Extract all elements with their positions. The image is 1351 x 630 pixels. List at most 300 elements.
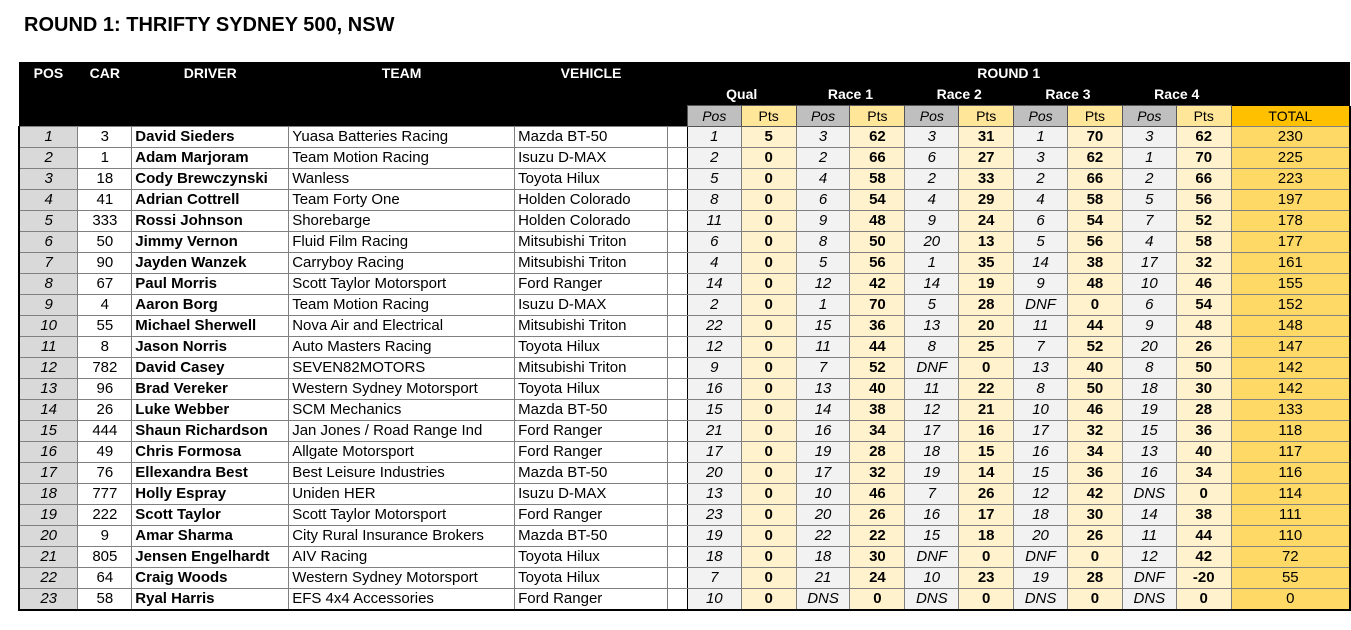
total-cell: 142 [1231,358,1350,379]
car-cell: 41 [78,190,132,211]
race3-pts-cell: 42 [1068,484,1123,505]
qual-pos-cell: 21 [687,421,741,442]
total-cell: 197 [1231,190,1350,211]
car-cell: 26 [78,400,132,421]
total-cell: 111 [1231,505,1350,526]
driver-cell: Chris Formosa [132,442,289,463]
race2-pos-cell: 14 [905,274,959,295]
spacer-cell [667,400,687,421]
race2-pos-cell: 18 [905,442,959,463]
driver-cell: David Casey [132,358,289,379]
driver-cell: Holly Espray [132,484,289,505]
team-cell: Wanless [289,169,515,190]
qual-pts-cell: 0 [741,274,796,295]
race4-pos-cell: 10 [1122,274,1176,295]
race1-pos-header: Pos [796,106,850,127]
table-row [19,421,1350,442]
pos-cell: 11 [19,337,78,358]
pos-cell: 21 [19,547,78,568]
race4-pos-cell: DNS [1122,589,1176,611]
spacer-cell [667,547,687,568]
spacer-cell [667,484,687,505]
race1-pos-cell: 14 [796,400,850,421]
race2-pos-cell: 19 [905,463,959,484]
vehicle-cell: Holden Colorado [515,190,668,211]
race1-pos-cell: 6 [796,190,850,211]
car-cell: 222 [78,505,132,526]
driver-cell: Aaron Borg [132,295,289,316]
qual-pos-cell: 9 [687,358,741,379]
table-row [19,211,1350,232]
total-cell: 72 [1231,547,1350,568]
race2-pts-cell: 16 [959,421,1014,442]
race1-pos-cell: 11 [796,337,850,358]
vehicle-cell: Isuzu D-MAX [515,295,668,316]
race3-pts-cell: 40 [1068,358,1123,379]
race1-pts-cell: 30 [850,547,905,568]
col-header-car: CAR [78,62,132,84]
race3-pts-cell: 54 [1068,211,1123,232]
team-cell: Western Sydney Motorsport [289,379,515,400]
team-cell: AIV Racing [289,547,515,568]
total-cell: 110 [1231,526,1350,547]
qual-pts-cell: 5 [741,127,796,148]
car-cell: 782 [78,358,132,379]
table-row [19,232,1350,253]
race3-pts-cell: 56 [1068,232,1123,253]
race1-pts-cell: 36 [850,316,905,337]
race2-pos-header: Pos [905,106,959,127]
race4-pos-cell: 20 [1122,337,1176,358]
spacer-cell [667,505,687,526]
table-row [19,442,1350,463]
total-cell: 55 [1231,568,1350,589]
qual-pos-cell: 7 [687,568,741,589]
race4-pos-cell: 13 [1122,442,1176,463]
qual-pos-cell: 15 [687,400,741,421]
qual-pts-cell: 0 [741,589,796,611]
pos-cell: 8 [19,274,78,295]
race2-pts-cell: 25 [959,337,1014,358]
vehicle-cell: Toyota Hilux [515,568,668,589]
race3-pts-cell: 58 [1068,190,1123,211]
table-row [19,505,1350,526]
car-cell: 444 [78,421,132,442]
results-table-wrapper [18,62,1351,611]
table-row [19,274,1350,295]
pos-cell: 12 [19,358,78,379]
race4-pts-cell: 54 [1176,295,1231,316]
vehicle-cell: Mitsubishi Triton [515,358,668,379]
race1-pts-cell: 52 [850,358,905,379]
qual-pts-cell: 0 [741,463,796,484]
team-cell: Team Forty One [289,190,515,211]
race4-pos-cell: 8 [1122,358,1176,379]
race2-pts-header: Pts [959,106,1014,127]
qual-pos-cell: 12 [687,337,741,358]
race1-pos-cell: 15 [796,316,850,337]
table-row [19,295,1350,316]
pos-cell: 10 [19,316,78,337]
qual-pos-cell: 2 [687,295,741,316]
col-header-vehicle: VEHICLE [515,62,668,84]
vehicle-cell: Isuzu D-MAX [515,484,668,505]
qual-pos-cell: 14 [687,274,741,295]
race2-pos-cell: 10 [905,568,959,589]
pos-cell: 1 [19,127,78,148]
race3-pos-cell: 14 [1014,253,1068,274]
driver-cell: David Sieders [132,127,289,148]
race3-pos-cell: 15 [1014,463,1068,484]
driver-cell: Adrian Cottrell [132,190,289,211]
spacer-cell [667,127,687,148]
team-cell: Fluid Film Racing [289,232,515,253]
race4-pos-cell: 15 [1122,421,1176,442]
pos-cell: 13 [19,379,78,400]
race1-pts-cell: 62 [850,127,905,148]
team-cell: Scott Taylor Motorsport [289,274,515,295]
total-cell: 118 [1231,421,1350,442]
race2-pos-cell: 5 [905,295,959,316]
vehicle-cell: Isuzu D-MAX [515,148,668,169]
driver-cell: Paul Morris [132,274,289,295]
race2-pts-cell: 35 [959,253,1014,274]
car-cell: 1 [78,148,132,169]
race3-pos-cell: DNF [1014,295,1068,316]
race2-pos-cell: 7 [905,484,959,505]
race3-pts-cell: 0 [1068,589,1123,611]
race3-header: Race 3 [1014,84,1123,106]
qual-pts-cell: 0 [741,484,796,505]
spacer-cell [667,211,687,232]
qual-pts-cell: 0 [741,442,796,463]
race1-pts-cell: 40 [850,379,905,400]
page-title: ROUND 1: THRIFTY SYDNEY 500, NSW [24,14,395,36]
col-header-team: TEAM [289,62,515,84]
pos-cell: 14 [19,400,78,421]
pos-cell: 4 [19,190,78,211]
race4-pos-cell: 19 [1122,400,1176,421]
qual-pts-cell: 0 [741,253,796,274]
race2-pts-cell: 33 [959,169,1014,190]
car-cell: 76 [78,463,132,484]
race4-pos-cell: 4 [1122,232,1176,253]
qual-pts-cell: 0 [741,400,796,421]
race1-pos-cell: DNS [796,589,850,611]
race4-pts-cell: 0 [1176,484,1231,505]
race1-pos-cell: 13 [796,379,850,400]
car-cell: 90 [78,253,132,274]
car-cell: 18 [78,169,132,190]
car-cell: 55 [78,316,132,337]
race4-pts-cell: 58 [1176,232,1231,253]
spacer-cell [667,295,687,316]
car-cell: 64 [78,568,132,589]
race4-pos-cell: 14 [1122,505,1176,526]
vehicle-cell: Mitsubishi Triton [515,316,668,337]
qual-pts-cell: 0 [741,169,796,190]
driver-cell: Brad Vereker [132,379,289,400]
total-cell: 117 [1231,442,1350,463]
race2-pts-cell: 0 [959,358,1014,379]
race1-pos-cell: 19 [796,442,850,463]
race1-pts-header: Pts [850,106,905,127]
qual-pos-cell: 1 [687,127,741,148]
team-cell: City Rural Insurance Brokers [289,526,515,547]
driver-cell: Jayden Wanzek [132,253,289,274]
race1-pts-cell: 56 [850,253,905,274]
race3-pos-cell: 19 [1014,568,1068,589]
race3-pos-cell: 1 [1014,127,1068,148]
race3-pts-cell: 44 [1068,316,1123,337]
qual-pos-cell: 13 [687,484,741,505]
race2-pos-cell: 17 [905,421,959,442]
qual-pos-cell: 16 [687,379,741,400]
spacer-cell [667,190,687,211]
race3-pts-cell: 36 [1068,463,1123,484]
qual-pos-cell: 2 [687,148,741,169]
spacer-cell [667,169,687,190]
race4-pos-cell: 3 [1122,127,1176,148]
qual-pts-cell: 0 [741,547,796,568]
race2-pts-cell: 0 [959,547,1014,568]
race2-pts-cell: 15 [959,442,1014,463]
qual-pts-cell: 0 [741,211,796,232]
race1-pts-cell: 28 [850,442,905,463]
race4-pos-cell: 16 [1122,463,1176,484]
race4-pts-cell: 0 [1176,589,1231,611]
vehicle-cell: Ford Ranger [515,274,668,295]
driver-cell: Rossi Johnson [132,211,289,232]
table-row [19,169,1350,190]
results-table [18,62,1351,611]
spacer-cell [667,274,687,295]
pos-cell: 9 [19,295,78,316]
race2-pts-cell: 26 [959,484,1014,505]
race3-pts-cell: 34 [1068,442,1123,463]
pos-cell: 3 [19,169,78,190]
vehicle-cell: Ford Ranger [515,442,668,463]
race4-pts-cell: -20 [1176,568,1231,589]
spacer-cell [667,316,687,337]
pos-cell: 17 [19,463,78,484]
race1-pos-cell: 5 [796,253,850,274]
qual-pos-cell: 19 [687,526,741,547]
race3-pts-cell: 32 [1068,421,1123,442]
race3-pos-cell: 16 [1014,442,1068,463]
race2-pts-cell: 19 [959,274,1014,295]
race2-pos-cell: 15 [905,526,959,547]
pos-cell: 5 [19,211,78,232]
race1-pts-cell: 34 [850,421,905,442]
car-cell: 58 [78,589,132,611]
race3-pts-cell: 38 [1068,253,1123,274]
race2-pos-cell: 2 [905,169,959,190]
race3-pts-cell: 50 [1068,379,1123,400]
race4-pts-cell: 66 [1176,169,1231,190]
team-cell: EFS 4x4 Accessories [289,589,515,611]
spacer-cell [667,589,687,611]
race3-pts-cell: 46 [1068,400,1123,421]
race2-pos-cell: 16 [905,505,959,526]
qual-pos-cell: 18 [687,547,741,568]
spacer-cell [667,568,687,589]
race3-pos-cell: 12 [1014,484,1068,505]
race1-pos-cell: 12 [796,274,850,295]
pos-cell: 15 [19,421,78,442]
race2-pos-cell: 11 [905,379,959,400]
race4-header: Race 4 [1122,84,1231,106]
team-cell: Team Motion Racing [289,148,515,169]
col-header-driver: DRIVER [132,62,289,84]
qual-pos-cell: 4 [687,253,741,274]
spacer-cell [667,337,687,358]
race1-pts-cell: 44 [850,337,905,358]
table-row [19,148,1350,169]
table-row [19,484,1350,505]
driver-cell: Adam Marjoram [132,148,289,169]
qual-pos-cell: 17 [687,442,741,463]
race4-pos-cell: DNS [1122,484,1176,505]
table-row [19,127,1350,148]
race4-pos-cell: 5 [1122,190,1176,211]
pos-cell: 6 [19,232,78,253]
team-cell: SEVEN82MOTORS [289,358,515,379]
race1-pos-cell: 22 [796,526,850,547]
qual-pos-cell: 10 [687,589,741,611]
qual-pts-header: Pts [741,106,796,127]
qual-pts-cell: 0 [741,232,796,253]
race1-pts-cell: 46 [850,484,905,505]
qual-pts-cell: 0 [741,295,796,316]
race4-pts-cell: 42 [1176,547,1231,568]
qual-pos-cell: 11 [687,211,741,232]
race2-pts-cell: 22 [959,379,1014,400]
race1-pos-cell: 3 [796,127,850,148]
race3-pos-cell: 13 [1014,358,1068,379]
race3-pos-cell: DNS [1014,589,1068,611]
race2-pos-cell: 9 [905,211,959,232]
qual-pts-cell: 0 [741,379,796,400]
team-cell: SCM Mechanics [289,400,515,421]
total-cell: 155 [1231,274,1350,295]
race3-pos-cell: 10 [1014,400,1068,421]
total-cell: 0 [1231,589,1350,611]
car-cell: 805 [78,547,132,568]
race4-pos-cell: 12 [1122,547,1176,568]
qual-pos-cell: 8 [687,190,741,211]
race3-pos-cell: 8 [1014,379,1068,400]
spacer-cell [667,526,687,547]
race2-pts-cell: 0 [959,589,1014,611]
driver-cell: Craig Woods [132,568,289,589]
race2-pos-cell: DNF [905,547,959,568]
race2-pts-cell: 27 [959,148,1014,169]
race3-pos-cell: 11 [1014,316,1068,337]
driver-cell: Jason Norris [132,337,289,358]
race3-pts-cell: 70 [1068,127,1123,148]
race1-header: Race 1 [796,84,905,106]
total-cell: 133 [1231,400,1350,421]
race3-pos-cell: 18 [1014,505,1068,526]
race4-pts-cell: 70 [1176,148,1231,169]
race1-pts-cell: 42 [850,274,905,295]
team-cell: Jan Jones / Road Range Ind [289,421,515,442]
car-cell: 333 [78,211,132,232]
table-row [19,253,1350,274]
driver-cell: Ryal Harris [132,589,289,611]
race1-pos-cell: 21 [796,568,850,589]
team-cell: Allgate Motorsport [289,442,515,463]
vehicle-cell: Mazda BT-50 [515,526,668,547]
qual-pts-cell: 0 [741,505,796,526]
vehicle-cell: Ford Ranger [515,421,668,442]
race2-pts-cell: 17 [959,505,1014,526]
race4-pts-cell: 32 [1176,253,1231,274]
race1-pos-cell: 1 [796,295,850,316]
team-cell: Carryboy Racing [289,253,515,274]
race2-pos-cell: 6 [905,148,959,169]
table-row [19,547,1350,568]
race4-pos-cell: 2 [1122,169,1176,190]
table-row [19,589,1350,611]
race1-pts-cell: 58 [850,169,905,190]
race4-pts-cell: 48 [1176,316,1231,337]
vehicle-cell: Toyota Hilux [515,547,668,568]
total-cell: 161 [1231,253,1350,274]
qual-pos-cell: 20 [687,463,741,484]
race1-pos-cell: 2 [796,148,850,169]
race2-pos-cell: 8 [905,337,959,358]
total-cell: 148 [1231,316,1350,337]
vehicle-cell: Ford Ranger [515,505,668,526]
car-cell: 49 [78,442,132,463]
table-header [19,62,1350,127]
total-cell: 114 [1231,484,1350,505]
race3-pos-cell: 4 [1014,190,1068,211]
pos-cell: 20 [19,526,78,547]
team-cell: Team Motion Racing [289,295,515,316]
team-cell: Nova Air and Electrical [289,316,515,337]
table-row [19,379,1350,400]
race4-pts-cell: 52 [1176,211,1231,232]
race4-pos-cell: 1 [1122,148,1176,169]
race1-pos-cell: 17 [796,463,850,484]
race2-pts-cell: 28 [959,295,1014,316]
driver-cell: Michael Sherwell [132,316,289,337]
race1-pts-cell: 24 [850,568,905,589]
team-cell: Shorebarge [289,211,515,232]
spacer-cell [667,232,687,253]
race1-pts-cell: 26 [850,505,905,526]
race2-pts-cell: 29 [959,190,1014,211]
race4-pts-cell: 30 [1176,379,1231,400]
qual-pts-cell: 0 [741,148,796,169]
table-row [19,316,1350,337]
driver-cell: Shaun Richardson [132,421,289,442]
qual-header: Qual [687,84,796,106]
race1-pos-cell: 4 [796,169,850,190]
total-cell: 223 [1231,169,1350,190]
race4-pts-cell: 56 [1176,190,1231,211]
team-cell: Western Sydney Motorsport [289,568,515,589]
car-cell: 9 [78,526,132,547]
race3-pos-cell: 5 [1014,232,1068,253]
driver-cell: Ellexandra Best [132,463,289,484]
qual-pts-cell: 0 [741,316,796,337]
team-cell: Yuasa Batteries Racing [289,127,515,148]
team-cell: Scott Taylor Motorsport [289,505,515,526]
